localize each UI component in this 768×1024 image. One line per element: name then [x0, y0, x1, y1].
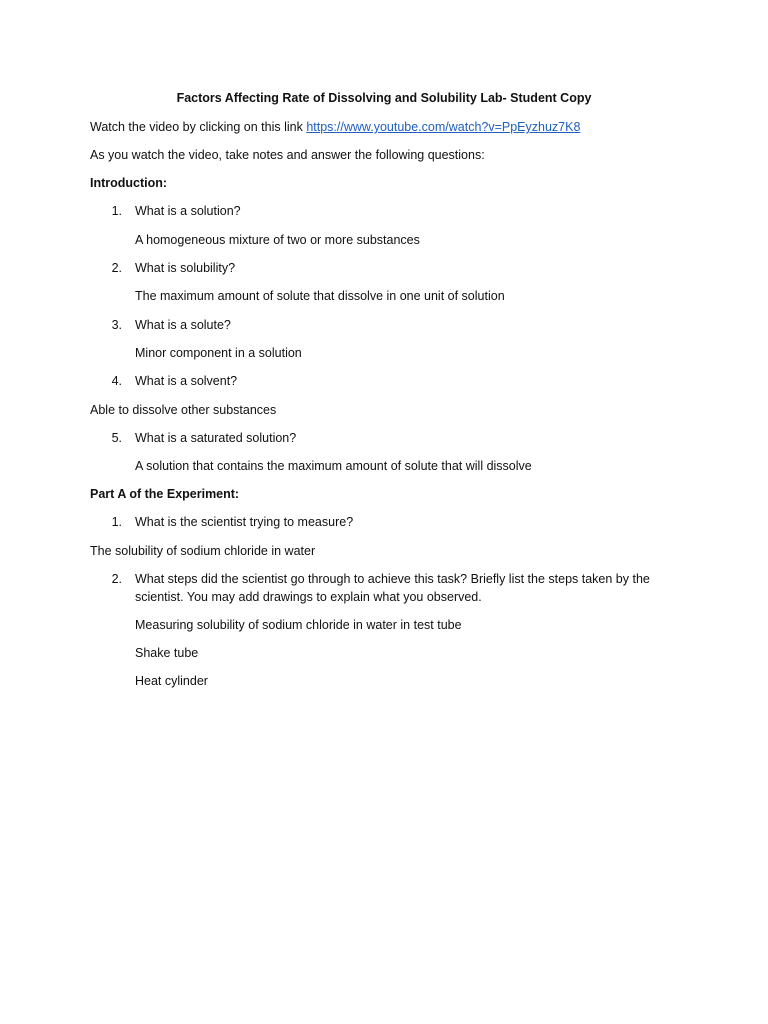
list-number: 2.: [111, 261, 122, 275]
answer-text: A solution that contains the maximum amount of solute that will dissolve: [135, 459, 532, 473]
list-number: 1.: [111, 204, 122, 218]
list-number: 5.: [111, 431, 122, 445]
answer-text: The maximum amount of solute that dissolve in one unit of solution: [135, 289, 505, 303]
video-instruction-line: [90, 119, 580, 135]
answer-text: A homogeneous mixture of two or more substances: [135, 233, 420, 247]
video-link[interactable]: https://www.youtube.com/watch?v=PpEyzhuz7K8: [306, 120, 581, 134]
question-text: What is solubility?: [135, 261, 236, 275]
part-a-heading: Part A of the Experiment:: [90, 487, 240, 501]
notes-instruction: As you watch the video, take notes and answer the following questions:: [90, 148, 485, 162]
list-number: 3.: [111, 318, 122, 332]
answer-text: Minor component in a solution: [135, 346, 302, 360]
question-text-continued: scientist. You may add drawings to explain what you observed.: [135, 590, 482, 604]
question-text: What is the scientist trying to measure?: [135, 515, 354, 529]
list-number: 4.: [111, 374, 122, 388]
answer-text: Measuring solubility of sodium chloride in water in test tube: [135, 618, 462, 632]
answer-text: Shake tube: [135, 646, 199, 660]
answer-text: Heat cylinder: [135, 674, 208, 688]
question-text: What is a saturated solution?: [135, 431, 297, 445]
answer-text: Able to dissolve other substances: [90, 403, 277, 417]
answer-text: The solubility of sodium chloride in water: [90, 544, 316, 558]
question-text: What is a solvent?: [135, 374, 238, 388]
video-instruction-text: Watch the video by clicking on this link: [90, 120, 307, 134]
document-title: Factors Affecting Rate of Dissolving and Solubility Lab- Student Copy: [176, 91, 592, 105]
question-text: What steps did the scientist go through to achieve this task? Briefly list the steps taken by the: [135, 572, 650, 586]
introduction-heading: Introduction:: [90, 176, 168, 190]
question-text: What is a solute?: [135, 318, 231, 332]
question-text: What is a solution?: [135, 204, 241, 218]
list-number: 1.: [111, 515, 122, 529]
list-number: 2.: [111, 572, 122, 586]
